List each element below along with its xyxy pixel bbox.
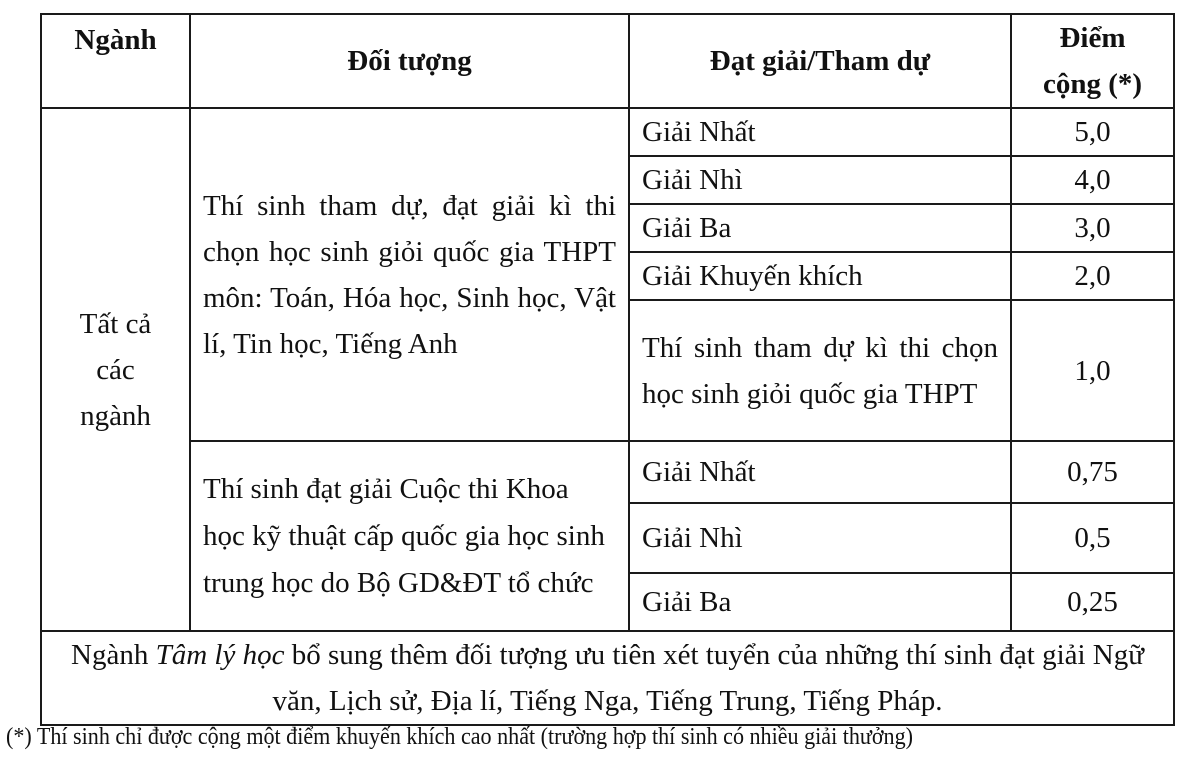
- points-cell: 0,5: [1011, 503, 1174, 573]
- header-nganh: Ngành: [41, 14, 190, 108]
- note-suffix: bổ sung thêm đối tượng ưu tiên xét tuyển của những thí sinh đạt giải Ngữ văn, Lịch sử, Địa lí, Tiếng Nga, Tiếng Trung, Tiếng Pháp.: [272, 639, 1144, 717]
- award-cell: Giải Nhì: [629, 503, 1011, 573]
- points-cell: 3,0: [1011, 204, 1174, 252]
- header-diem-cong-line2: cộng (*): [1042, 68, 1143, 100]
- footnote: (*) Thí sinh chỉ được cộng một điểm khuyến khích cao nhất (trường hợp thí sinh có nhiều giải thưởng): [6, 724, 913, 750]
- header-doi-tuong: Đối tượng: [190, 14, 629, 108]
- points-cell: 2,0: [1011, 252, 1174, 300]
- award-cell: Giải Ba: [629, 204, 1011, 252]
- points-cell: 4,0: [1011, 156, 1174, 204]
- note-prefix: Ngành: [71, 639, 156, 671]
- award-cell: Giải Nhất: [629, 441, 1011, 503]
- nganh-line: Tất cả: [79, 307, 152, 340]
- table-row: [41, 108, 1174, 156]
- header-diem-cong-line1: Điểm: [1059, 22, 1126, 54]
- table-row: [41, 441, 1174, 503]
- header-row: [41, 14, 1174, 108]
- header-dat-giai: Đạt giải/Tham dự: [629, 14, 1011, 108]
- award-cell: Thí sinh tham dự kì thi chọn học sinh giỏi quốc gia THPT: [629, 300, 1011, 441]
- points-cell: 1,0: [1011, 300, 1174, 441]
- note-row: [41, 631, 1174, 725]
- nganh-line: các: [96, 353, 135, 386]
- points-cell: 0,25: [1011, 573, 1174, 631]
- header-diem-cong: [1011, 14, 1174, 108]
- award-cell: Giải Ba: [629, 573, 1011, 631]
- nganh-cell: [41, 108, 190, 631]
- note-cell: [41, 631, 1174, 725]
- bonus-points-table: [40, 13, 1175, 726]
- award-cell: Giải Nhì: [629, 156, 1011, 204]
- points-cell: 0,75: [1011, 441, 1174, 503]
- note-italic-major: Tâm lý học: [155, 639, 285, 671]
- nganh-line: ngành: [80, 399, 151, 432]
- doi-tuong-cell: Thí sinh tham dự, đạt giải kì thi chọn học sinh giỏi quốc gia THPT môn: Toán, Hóa học, Sinh học, Vật lí, Tin học, Tiếng Anh: [190, 108, 629, 441]
- doi-tuong-cell: Thí sinh đạt giải Cuộc thi Khoa học kỹ thuật cấp quốc gia học sinh trung học do Bộ GD&ĐT tổ chức: [190, 441, 629, 631]
- award-cell: Giải Khuyến khích: [629, 252, 1011, 300]
- points-cell: 5,0: [1011, 108, 1174, 156]
- award-cell: Giải Nhất: [629, 108, 1011, 156]
